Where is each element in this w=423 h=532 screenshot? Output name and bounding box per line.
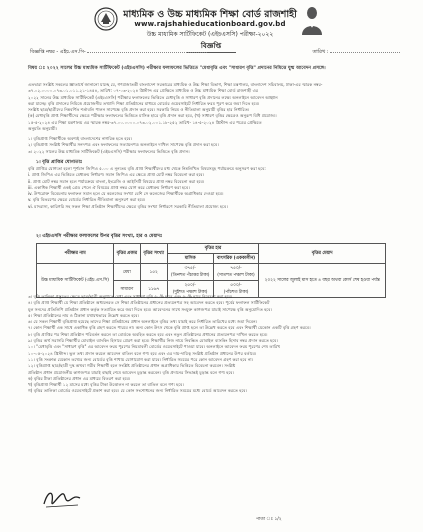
- intro-line: অনুমতি অনুযায়ী।: [28, 126, 58, 132]
- col-annual: বাৎসরিক (এককালীন): [213, 254, 259, 264]
- intro-line: ৩৭.০২.০০০০.০৭৩.০১.০১১.২১-১৪৫৪, তারিখ: ০৭-০৩-২০২৪ খ্রিস্টাব্দ এর প্রেক্ষিতে মাধ্যমিক ও উচ্চ মাধ্যমিক শিক্ষা বোর্ড রাজশাহী এর: [28, 88, 259, 94]
- website-url: www.rajshahieducationboard.gov.bd: [134, 20, 286, 28]
- page-number: পাতা ঃ ১/২: [256, 517, 282, 522]
- condition-item: প্রতিষ্ঠান প্রধান প্রয়োজনীয় কাগজপত্র যাচাই বাছাই শেষে আবেদন চূড়ান্ত করবেন। বৃত্তি প্রদানের সিদ্ধান্তই চূড়ান্ত বলে গণ্য হবে।: [28, 369, 235, 375]
- col-monthly: মাসিক: [167, 254, 213, 264]
- eligibility-item: iv. উপরোক্ত বিবেচনায় ফলাফল সমান হলে যে কলেজের সংখ্যা বেশি সে কলেজের শিক্ষার্থীকে অগ্রাধিকার দেওয়া হবে।: [28, 191, 224, 197]
- condition-item: ১১। বৃত্তি সংক্রান্ত যেকোন তথ্যের জন্য বোর্ডের বৃত্তি শাখায় যোগাযোগ করা যাবে। নির্ধারিত সময়ের পরে কোন আবেদন গ্রহণ করা হবে না।: [28, 356, 254, 362]
- portrait-emblem-icon: [300, 5, 324, 35]
- conditions-c: [28, 294, 400, 395]
- intro-line: করা যাচ্ছে। বৃত্তি প্রদানের নিমিত্তে প্রয়োজনীয় তথ্যাদি শিক্ষা প্রতিষ্ঠানের মাধ্যমে বোর্ডের ওয়েবসাইটে নির্ধারিত ফরম পূরণ করে জমা দিতে হবে।: [28, 100, 260, 106]
- cell-type: মেধা: [113, 264, 140, 281]
- eligibility-item: vi. মাদরাসা, কারিগরি সহ সকল শিক্ষা প্রতিষ্ঠান শিক্ষার্থীদের ক্ষেত্রে বৃত্তির সংখ্যা নির্ধারণে সরকারি নীতিমালা প্রযোজ্য হবে।: [28, 203, 228, 209]
- memo-date: তারিখ :: [312, 49, 400, 57]
- condition-item: খ) বৃত্তিপ্রাপ্ত শিক্ষার্থী ১২ মাসের মধ্যে বৃত্তির টাকা উত্তোলন না করলে তা বাতিল বলে গণ্য হবে।: [28, 382, 184, 388]
- condition-item: ২। বৃত্তিপ্রাপ্ত সংশ্লিষ্ট শিক্ষার্থীর সনদপত্র এবং ফলাফলের সত্যায়নপত্র অনলাইনে দাখিল সাপেক্ষে বৃত্তি প্রদান করা হবে।: [28, 142, 219, 148]
- condition-item: ১। বৃত্তিপ্রাপ্ত শিক্ষার্থীকে অবশ্যই বাংলাদেশের নাগরিক হতে হবে।: [28, 136, 133, 141]
- col-duration: বৃত্তির মেয়াদ: [259, 244, 386, 264]
- scholarship-table: [36, 243, 386, 298]
- cell-monthly: ৩৭৫/- (তিনশত পঁচাত্তর টাকা): [167, 264, 213, 281]
- intro-paragraph: [28, 82, 400, 132]
- eligibility-item: i. প্রাপ্ত জিপিএ এর ভিত্তিতে মেধাক্রম নির্ধারণ। সমান জিপিএ এর ক্ষেত্রে প্রাপ্ত মোট নম্বর বিবেচনা করা হবে।: [28, 172, 205, 178]
- cell-type: সাধারণ: [113, 281, 140, 298]
- condition-item: ৩। ২০২২ সালের উচ্চ মাধ্যমিক সার্টিফিকেট (এইচএসসি) পরীক্ষার ফলাফলের ভিত্তিতে বৃত্তি প্রদান।: [28, 148, 190, 154]
- condition-item: ৪। বৃত্তি প্রাপ্ত শিক্ষার্থী যে শিক্ষা প্রতিষ্ঠানে অধ্যয়নরত সে শিক্ষা প্রতিষ্ঠানের প্রধানের প্রত্যয়নপত্র সহ আবেদন করতে হবে। পূর্বের ফলাফল সার্টিফিকেট: [28, 300, 270, 306]
- signature-image: [40, 486, 84, 512]
- letterhead: [0, 2, 423, 50]
- subject-line: বিষয় ঃ ২০২২ সালের উচ্চ মাধ্যমিক সার্টিফিকেট (এইচএসসি) পরীক্ষার ফলাফলের ভিত্তিতে "মেধাবৃত্তি এবং "সাধারণ বৃত্তি" প্রদানের নিমিত্তে যুগ্ম আবেদন প্রসঙ্গে।: [28, 66, 326, 71]
- cell-count: ১১৬৭: [140, 281, 167, 298]
- col-rate: বৃত্তির হার: [167, 244, 259, 254]
- cell-duration: ২০২২ সালের জুলাই মাস হতে ৪ বছর অথবা কোর্স শেষ হওয়া পর্যন্ত: [259, 264, 386, 298]
- exam-name: উচ্চ মাধ্যমিক সার্টিফিকেট (এইচএসসি) পরীক্ষা-২০২২: [146, 31, 274, 38]
- table-header-row: [37, 244, 386, 254]
- cell-annual: ৫০০/- (পাঁচশত টাকা): [213, 281, 259, 298]
- table-row: [37, 264, 386, 281]
- condition-item: ক) বৃত্তির টাকা প্রতিষ্ঠানের প্রধান এর মাধ্যমে বিতরণ করা হবে।: [28, 375, 131, 381]
- intro-line: এতদ্বারা সংশ্লিষ্ট সকলের জ্ঞাতার্থে জানানো যাচ্ছে যে, গণপ্রজাতন্ত্রী বাংলাদেশ সরকারের মাধ্যমিক ও উচ্চ শিক্ষা বিভাগ, শিক্ষা মন্ত্রণালয়, বাংলাদেশ সচিবালয়, ঢাকা-এর স্মারক নম্বর-: [28, 82, 323, 87]
- board-logo-icon: [94, 6, 118, 32]
- intro-line: ২০২২ সালের উচ্চ মাধ্যমিক সার্টিফিকেট (এইচএসসি) পরীক্ষার ফলাফলের ভিত্তিতে মেধাবৃত্তি ও সাধারণ বৃত্তি প্রদানের লক্ষ্যে অনলাইনে আবেদন আহ্বান: [28, 94, 278, 100]
- intro-line: সংশ্লিষ্ট ছাত্র/ছাত্রীদের নিম্নবর্ণিত শর্তাবলি পালন সাপেক্ষে বৃত্তি প্রদান করা হবে। সরকারি নিয়ম ও নীতিমালা অনুযায়ী বৃত্তির হার নির্ধারিত।: [28, 107, 250, 113]
- condition-item: ১০-০৫-২০২৪ খ্রিস্টাব্দ। ভুল তথ্য প্রদান করলে আবেদন বাতিল বলে গণ্য হবে এবং এর দায়-দায়িত্ব সংশ্লিষ্ট প্রতিষ্ঠান প্রধানের উপর বর্তাবে।: [28, 350, 257, 356]
- memo-row: [30, 49, 400, 59]
- condition-item: ৬। যে সকল শিক্ষার্থী বৃত্তিপ্রাপ্ত হয়েছে তাদের শিক্ষা প্রতিষ্ঠানের প্রধান অনলাইনে বৃত্তির তথ্য যাচাই করে নির্ধারিত তারিখের মধ্যে জমা দিবেন।: [28, 319, 258, 325]
- eligibility-list: [28, 166, 400, 210]
- condition-item: ৫। শিক্ষা প্রতিষ্ঠানের নাম ও ঠিকানা যথাযথভাবে উল্লেখ করতে হবে।: [28, 312, 140, 318]
- cell-exam-name: উচ্চ মাধ্যমিক সার্টিফিকেট (এইচ.এস.সি): [37, 264, 114, 298]
- cell-monthly: ২৫০/- (দুইশত পঞ্চাশ টাকা): [167, 281, 213, 298]
- condition-item: মূল সনদের প্রতিলিপি প্রতিষ্ঠান প্রধান কর্তৃক সত্যায়িত করে জমা দিতে হবে। আবেদনের সাথে সংযুক্ত কাগজপত্র যাচাই সাপেক্ষে বৃত্তি অনুমোদিত হবে।: [28, 306, 272, 312]
- col-count: বৃত্তির সংখ্যা: [140, 244, 167, 264]
- cell-count: ১৫২: [140, 264, 167, 281]
- intro-line: ১৫-৫-২০২৪ এর শিক্ষা মন্ত্রণালয় এর স্মারক নম্বর-৩৭.০০.০০০০.০৭৩.০২.০০১.১৮-২৫২ তারিখ- ১৪-৫-২০২৪ খ্রিস্টাব্দ এর পত্রের প্রেক্ষিতে: [28, 119, 262, 125]
- memo-number: বিজ্ঞপ্তি নম্বর - এইচ.এস.সি-: [30, 49, 207, 57]
- board-name: মাধ্যমিক ও উচ্চ মাধ্যমিক শিক্ষা বোর্ড রাজশাহী: [123, 9, 297, 20]
- condition-item: ৯। বৃত্তির অর্থ সরাসরি শিক্ষার্থীর মোবাইল ব্যাংকিং হিসাবে প্রেরণ করা হবে। শিক্ষার্থীর নিজ নামে নিবন্ধিত মোবাইল ব্যাংকিং হিসাব নম্বর প্রদান করতে হবে।: [28, 338, 278, 344]
- eligibility-item: iii. একাধিক শিক্ষার্থী একই গ্রেড পেলে ঐ বিষয়ের প্রাপ্ত নম্বর যোগ করে মেধাক্রম নির্ধারণ করা হবে।: [28, 184, 190, 190]
- condition-item: ১০। "মেধাবৃত্তি এবং "সাধারণ বৃত্তি" এর আবেদন ফরম পূরণের নিয়মাবলী বোর্ডের ওয়েবসাইটে পাওয়া যাবে। অনলাইনে আবেদন ফরম পূরণের শেষ তারিখ: [28, 344, 280, 350]
- eligibility-item: v. বৃত্তি বিতরণের ক্ষেত্রে বোর্ডের নির্ধারিত নীতিমালা অনুসরণ করা হবে।: [28, 197, 146, 203]
- condition-item: ১২। বৃত্তিপ্রাপ্ত ছাত্র/ছাত্রী দুস্থ অথবা গরীব শিক্ষার্থী হলে সংশ্লিষ্ট প্রতিষ্ঠানের প্রধান অগ্রাধিকার ভিত্তিতে বিবেচনা করবেন। সংশ্লিষ্ট: [28, 363, 236, 369]
- eligibility-item: বৃত্তি প্রাপ্তির যোগ্যতা হলো পূর্ণমান জিপিএ ৫.০০ এ নূন্যতম বৃত্তি প্রাপ্ত শিক্ষার্থীদের মধ্য থেকে নিম্নলিখিত বিষয়সমূহ পর্যায়ক্রমে অনুসরণ করা হবে:: [28, 166, 266, 171]
- condition-item: গ) বৃত্তির তালিকা বোর্ডের ওয়েবসাইটে প্রকাশ করা হবে। যে কোন সংশোধনের জন্য নির্ধারিত সময়ের মধ্যে বোর্ডে আবেদন করতে হবে।: [28, 388, 247, 394]
- cell-annual: ৭৫০/- (সাতশত পঞ্চাশ টাকা): [213, 264, 259, 281]
- condition-item: ৩। বৃত্তি তালিকা প্রস্তুতের ক্ষেত্রে ছাত্র/ছাত্রী অনুপাতে মেধা এবং সাধারণ বৃত্তি ৫০% হারে এবং ৫০% হারে বিবেচনা করা হবে।: [28, 294, 233, 299]
- section-eligibility-heading: ১। বৃত্তি প্রাপ্তির যোগ্যতাঃ: [36, 160, 83, 165]
- col-type: বৃত্তির প্রকার: [113, 244, 140, 264]
- section-table-heading: ২। এইচএসসি পরীক্ষার ফলাফলের উপর বৃত্তির সংখ্যা, হার ও মেয়াদঃ: [36, 234, 163, 239]
- condition-item: ৭। কোন শিক্ষার্থী এক সাথে একাধিক বৃত্তি গ্রহণ করতে পারবে না। অন্য কোন উৎস থেকে বৃত্তি প্রাপ্ত হলে তা উল্লেখ করতে হবে এবং শিক্ষার্থী যেকোন একটি বৃত্তি গ্রহণ করবে।: [28, 325, 311, 331]
- col-exam: পরীক্ষার নাম: [37, 244, 114, 264]
- eligibility-item: ii. প্রাপ্ত মোট নম্বর সমান হলে পর্যায়ক্রমে বাংলা, ইংরেজি ও আইসিটি বিষয়ের প্রাপ্ত নম্বর বিবেচনা করা হবে।: [28, 178, 205, 184]
- intro-line: (ক) মেধাবৃত্তি প্রাপ্ত শিক্ষার্থীদের ক্ষেত্রে পরীক্ষার ফলাফলের ভিত্তিতে মাসিক হারে বৃত্তি প্রদান করা হবে, (খ) সাধারণ বৃত্তির ক্ষেত্রেও অনুরূপ বিধি প্রযোজ্য।: [28, 113, 277, 119]
- condition-item: ৮। বৃত্তি প্রাপ্তির পর শিক্ষা প্রতিষ্ঠান পরিবর্তন করলে তা বোর্ডকে অবহিত করতে হবে এবং নতুন প্রতিষ্ঠানের প্রধানের প্রত্যয়নপত্র দাখিল করতে হবে।: [28, 331, 268, 337]
- conditions-a: [28, 136, 400, 155]
- notice-title: বিজ্ঞপ্তি: [186, 40, 236, 53]
